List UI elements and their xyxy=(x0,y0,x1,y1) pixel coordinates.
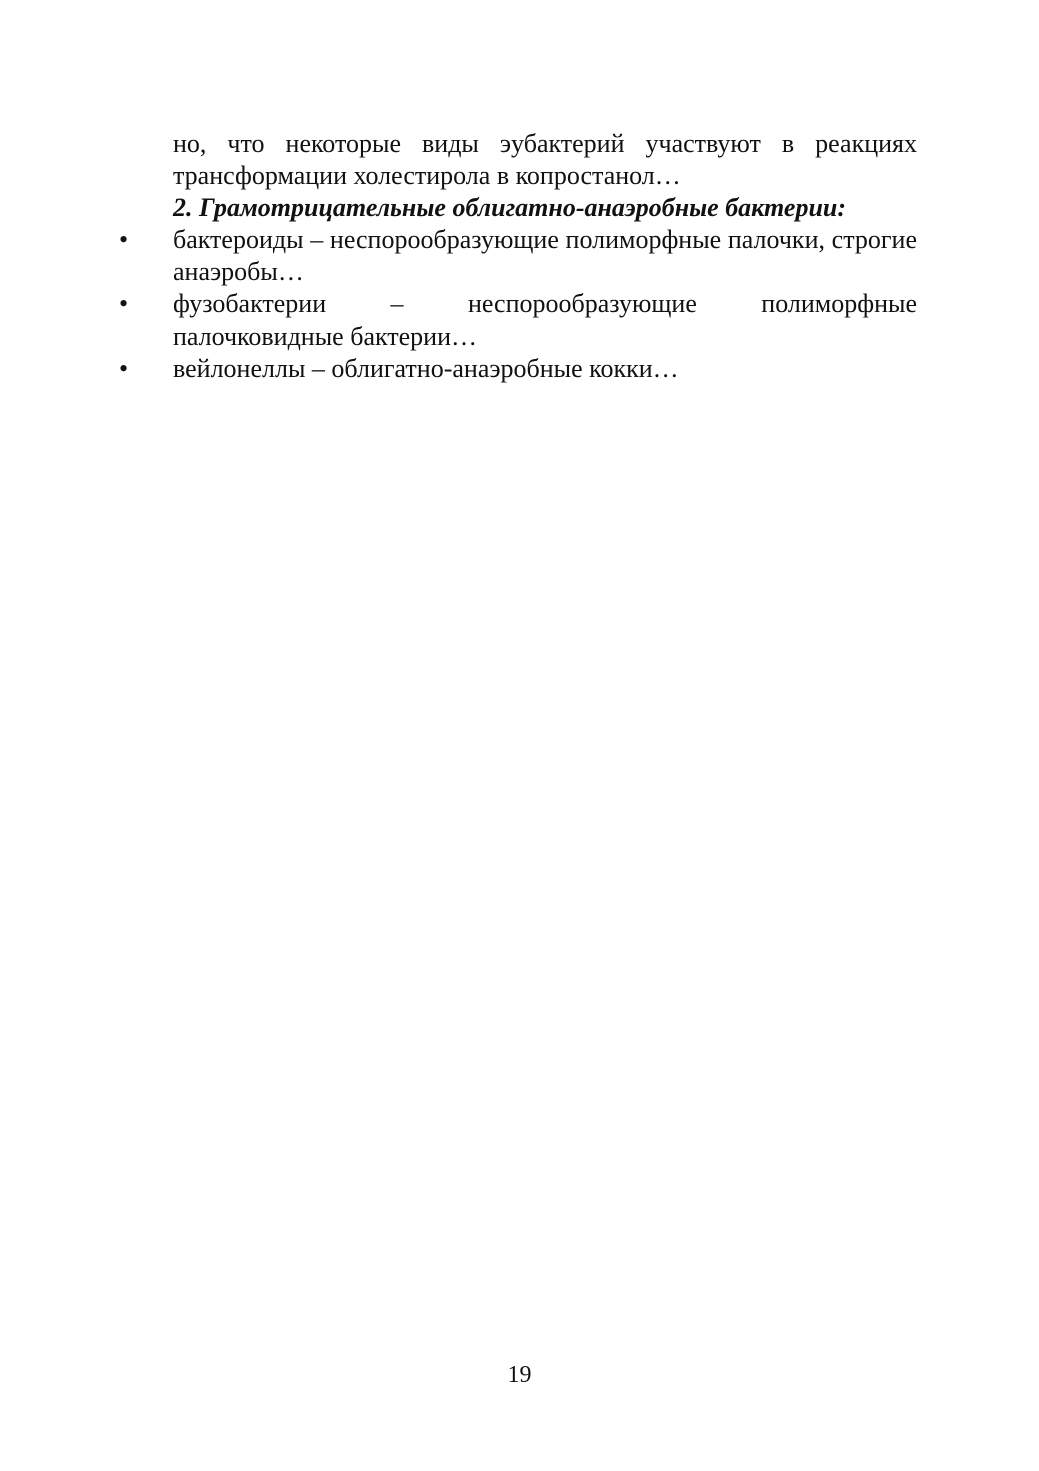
list-item xyxy=(119,224,917,288)
bullet-glyph: • xyxy=(119,353,129,383)
list-item-text: бактероиды – неспорообразующие полиморфные палочки, строгие анаэробы… xyxy=(173,225,917,287)
list-item xyxy=(119,353,917,385)
section-heading: 2. Грамотрицательные облигатно-анаэробные бактерии: xyxy=(173,193,847,223)
list-item-text: фузобактерии – неспорообразующие полиморфные палочковидные бактерии… xyxy=(173,289,917,351)
page-body xyxy=(119,128,917,385)
body-paragraph: но, что некоторые виды эубактерий участвуют в реакциях трансформации холестирола в копростанол… xyxy=(173,129,917,191)
page-number: 19 xyxy=(507,1362,532,1388)
list-item xyxy=(119,288,917,352)
list-item-text: вейлонеллы – облигатно-анаэробные кокки… xyxy=(173,353,679,383)
bullet-list xyxy=(119,224,917,384)
bullet-glyph: • xyxy=(119,225,129,255)
bullet-glyph: • xyxy=(119,289,129,319)
